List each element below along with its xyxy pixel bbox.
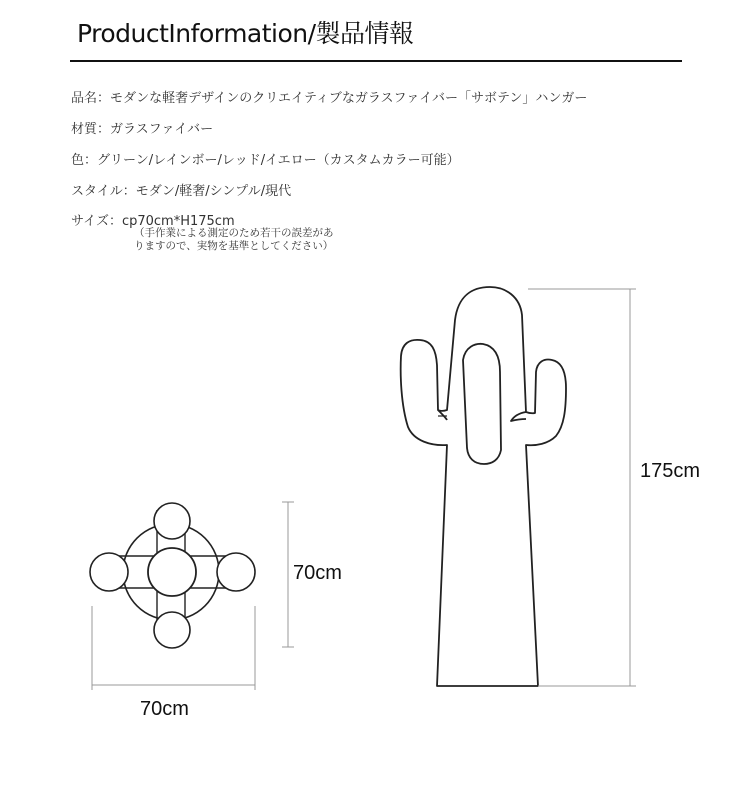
dimension-label-top-height: 70cm [293,562,342,584]
top-view-cap-left [90,553,128,591]
front-view-cactus-drawing [401,287,566,686]
top-view-trunk [148,548,196,596]
page-title: ProductInformation/製品情報 [77,19,414,48]
spec-size-note-line2: りますので、実物を基準としてください） [134,240,334,252]
front-view-dimension-lines [528,289,636,686]
top-view-cap-top [154,503,190,539]
spec-color: 色：グリーン/レインボー/レッド/イエロー（カスタムカラー可能） [71,153,460,168]
top-view-cap-right [217,553,255,591]
dimension-label-top-width: 70cm [140,698,189,720]
top-view-cap-bottom [154,612,190,648]
spec-style: スタイル：モダン/軽奢/シンプル/現代 [71,184,292,199]
spec-material: 材質：ガラスファイバー [71,122,214,137]
top-view-drawing [90,503,255,648]
spec-product-name: 品名：モダンな軽奢デザインのクリエイティブなガラスファイバー「サボテン」ハンガー [71,91,588,106]
spec-size-note-line1: （手作業による測定のため若干の誤差があ [134,227,334,239]
spec-size: サイズ：cp70cm*H175cm [71,214,235,229]
dimension-label-front-height: 175cm [640,460,701,482]
